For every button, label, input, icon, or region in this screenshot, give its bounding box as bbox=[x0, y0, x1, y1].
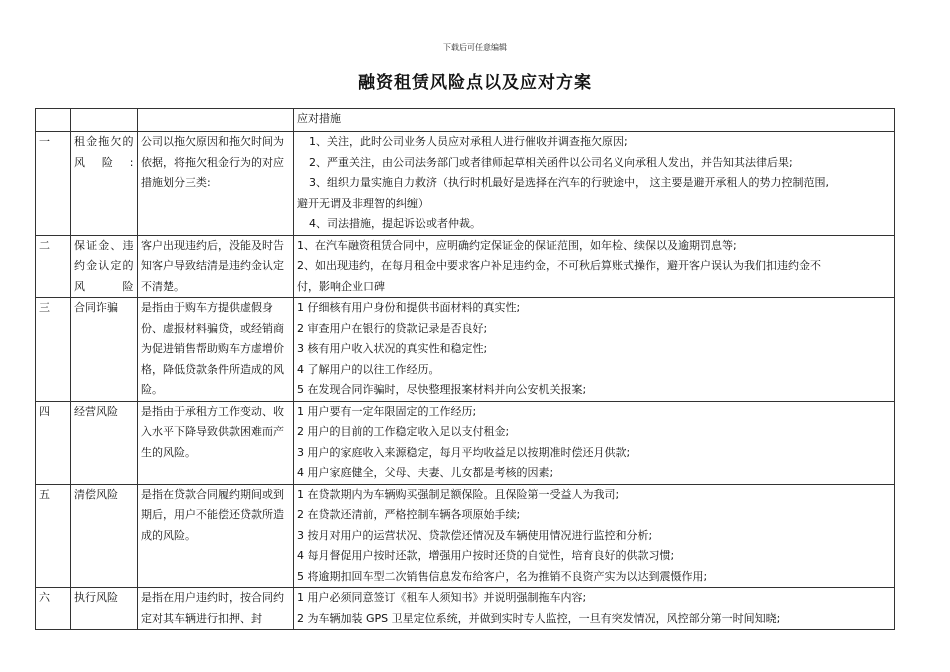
measure-item: 3 用户的家庭收入来源稳定，每月平均收益足以按期准时偿还月供款; bbox=[297, 445, 631, 459]
measure-item: 1 用户必须同意签订《租车人须知书》并说明强制拖车内容; bbox=[297, 591, 587, 604]
page-title: 融资租赁风险点以及应对方案 bbox=[358, 73, 592, 93]
measure-item: 4、司法措施，提起诉讼或者仲裁。 bbox=[309, 217, 481, 230]
header-cell-measures: 应对措施 bbox=[294, 109, 895, 132]
table-row bbox=[36, 588, 895, 630]
risk-description: 是指在用户违约时，按合同约定对其车辆进行扣押、封 bbox=[138, 588, 294, 630]
row-number: 四 bbox=[36, 401, 71, 484]
risk-description: 是指由于承租方工作变动、收入水平下降导致供款困难而产生的风险。 bbox=[138, 401, 294, 484]
risk-table bbox=[35, 108, 895, 630]
risk-name: 租金拖欠的风险: bbox=[71, 132, 138, 236]
measure-item: 2 用户的目前的工作稳定收入足以支付租金; bbox=[297, 425, 510, 438]
risk-name: 清偿风险 bbox=[71, 484, 138, 588]
measure-item: 2、严重关注，由公司法务部门或者律师起草相关函件以公司名义向承租人发出，并告知其法律后果; bbox=[309, 155, 793, 169]
table-row bbox=[36, 401, 895, 484]
risk-description: 客户出现违约后，没能及时告知客户导致结清是违约金认定不清楚。 bbox=[138, 235, 294, 298]
header-note: 下载后可任意编辑 bbox=[443, 43, 507, 52]
measure-item: 2 为车辆加装 GPS 卫星定位系统，并做到实时专人监控，一旦有突发情况，风控部分第一时间知晓; bbox=[297, 611, 781, 625]
risk-description: 是指由于购车方提供虚假身份、虚报材料骗贷，或经销商为促进销售帮助购车方虚增价格，降低贷款条件所造成的风险。 bbox=[138, 298, 294, 402]
measure-item: 1、关注，此时公司业务人员应对承租人进行催收并调查拖欠原因; bbox=[309, 135, 628, 148]
measure-item: 2 审查用户在银行的贷款记录是否良好; bbox=[297, 321, 488, 335]
measure-item: 2 在贷款还清前，严格控制车辆各项原始手续; bbox=[297, 508, 521, 521]
measures-cell bbox=[294, 401, 895, 484]
measure-item: 4 了解用户的以往工作经历。 bbox=[297, 362, 440, 376]
measures-cell bbox=[294, 588, 895, 630]
header-cell-empty bbox=[71, 109, 138, 132]
risk-name: 保证金、违约金认定的风险 bbox=[71, 235, 138, 298]
measure-item: 5 将逾期扣回车型二次销售信息发布给客户，名为推销不良资产实为以达到震慑作用; bbox=[297, 569, 708, 583]
measure-item: 1 用户要有一定年限固定的工作经历; bbox=[297, 404, 477, 418]
measure-item: 避开无谓及非理智的纠缠） bbox=[297, 196, 429, 210]
row-number: 一 bbox=[36, 132, 71, 236]
table-row bbox=[36, 298, 895, 402]
measures-cell bbox=[294, 298, 895, 402]
row-number: 五 bbox=[36, 484, 71, 588]
row-number: 二 bbox=[36, 235, 71, 298]
measure-item: 2、如出现违约，在每月租金中要求客户补足违约金，不可秋后算账式操作，避开客户误认为我们扣违约金不 bbox=[297, 259, 821, 272]
measures-cell bbox=[294, 132, 895, 236]
row-number: 三 bbox=[36, 298, 71, 402]
measure-item: 5 在发现合同诈骗时，尽快整理报案材料并向公安机关报案; bbox=[297, 383, 587, 396]
header-cell-empty bbox=[138, 109, 294, 132]
row-number: 六 bbox=[36, 588, 71, 630]
risk-description: 是指在贷款合同履约期间或到期后，用户不能偿还贷款所造成的风险。 bbox=[138, 484, 294, 588]
measure-item: 1 在贷款期内为车辆购买强制足额保险。且保险第一受益人为我司; bbox=[297, 487, 620, 501]
measures-cell bbox=[294, 235, 895, 298]
table-header-row bbox=[36, 109, 895, 132]
risk-name: 合同诈骗 bbox=[71, 298, 138, 402]
risk-name: 经营风险 bbox=[71, 401, 138, 484]
risk-name: 执行风险 bbox=[71, 588, 138, 630]
measure-item: 付，影响企业口碑 bbox=[297, 279, 385, 293]
measures-cell bbox=[294, 484, 895, 588]
measure-item: 1、在汽车融资租赁合同中，应明确约定保证金的保证范围，如年检、续保以及逾期罚息等; bbox=[297, 238, 737, 252]
risk-description: 公司以拖欠原因和拖欠时间为依据，将拖欠租金行为的对应措施划分三类: bbox=[138, 132, 294, 236]
table-row bbox=[36, 235, 895, 298]
measure-item: 4 用户家庭健全，父母、夫妻、儿女都是考核的因素; bbox=[297, 466, 554, 479]
measure-item: 3 核有用户收入状况的真实性和稳定性; bbox=[297, 342, 488, 355]
table-row bbox=[36, 132, 895, 236]
measure-item: 3、组织力量实施自力救济（执行时机最好是选择在汽车的行驶途中， 这主要是避开承租人的势力控制范围, bbox=[309, 176, 829, 189]
table-row bbox=[36, 484, 895, 588]
header-cell-empty bbox=[36, 109, 71, 132]
measure-item: 4 每月督促用户按时还款，增强用户按时还贷的自觉性，培育良好的供款习惯; bbox=[297, 549, 675, 562]
measure-item: 1 仔细核有用户身份和提供书面材料的真实性; bbox=[297, 301, 521, 314]
measure-item: 3 按月对用户的运营状况、贷款偿还情况及车辆使用情况进行监控和分析; bbox=[297, 528, 653, 542]
